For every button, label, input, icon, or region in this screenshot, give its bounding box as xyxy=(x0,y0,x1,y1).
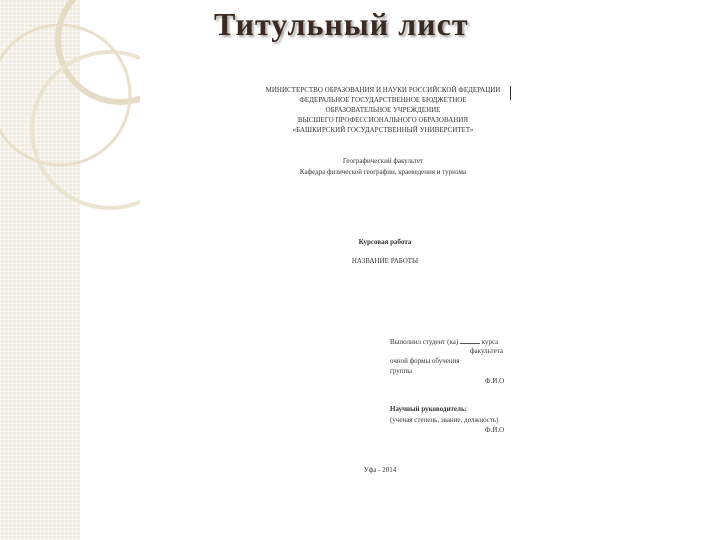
institution-type-line: ОБРАЗОВАТЕЛЬНОЕ УЧРЕЖДЕНИЕ xyxy=(325,106,441,114)
department-line: Кафедра физической географии, краеведения и туризма xyxy=(299,168,467,176)
course-blank xyxy=(460,337,480,344)
supervisor-label: Научный руководитель: xyxy=(390,405,467,413)
performer-student-label: Выполнил студент (ка) xyxy=(390,338,459,346)
performer-faculty-line: факультета xyxy=(470,347,503,355)
university-name-line: «БАШКИРСКИЙ ГОСУДАРСТВЕННЫЙ УНИВЕРСИТЕТ» xyxy=(292,126,474,134)
faculty-line: Географический факультет xyxy=(342,157,424,165)
performer-group-line: группы xyxy=(390,367,412,375)
performer-course-label: курса xyxy=(481,338,499,346)
performer-form-line: очной формы обучения xyxy=(390,357,460,365)
supervisor-details: (ученая степень, звание, должность) xyxy=(390,416,499,424)
performer-fio: Ф.И.О xyxy=(485,377,505,385)
education-level-line: ВЫСШЕГО ПРОФЕССИОНАЛЬНОГО ОБРАЗОВАНИЯ xyxy=(297,116,469,124)
work-type-line: Курсовая работа xyxy=(358,238,412,246)
supervisor-fio: Ф.И.О xyxy=(485,426,505,434)
federal-line: ФЕДЕРАЛЬНОЕ ГОСУДАРСТВЕННОЕ БЮДЖЕТНОЕ xyxy=(299,96,467,104)
text-cursor xyxy=(510,86,511,100)
slide-title: Титульный лист xyxy=(214,6,469,42)
performer-line-1 xyxy=(390,337,498,347)
city-year-line: Уфа - 2014 xyxy=(363,466,397,474)
work-title-line: НАЗВАНИЕ РАБОТЫ xyxy=(351,257,419,265)
ministry-line: МИНИСТЕРСТВО ОБРАЗОВАНИЯ И НАУКИ РОССИЙСКОЙ ФЕДЕРАЦИИ xyxy=(265,86,501,94)
